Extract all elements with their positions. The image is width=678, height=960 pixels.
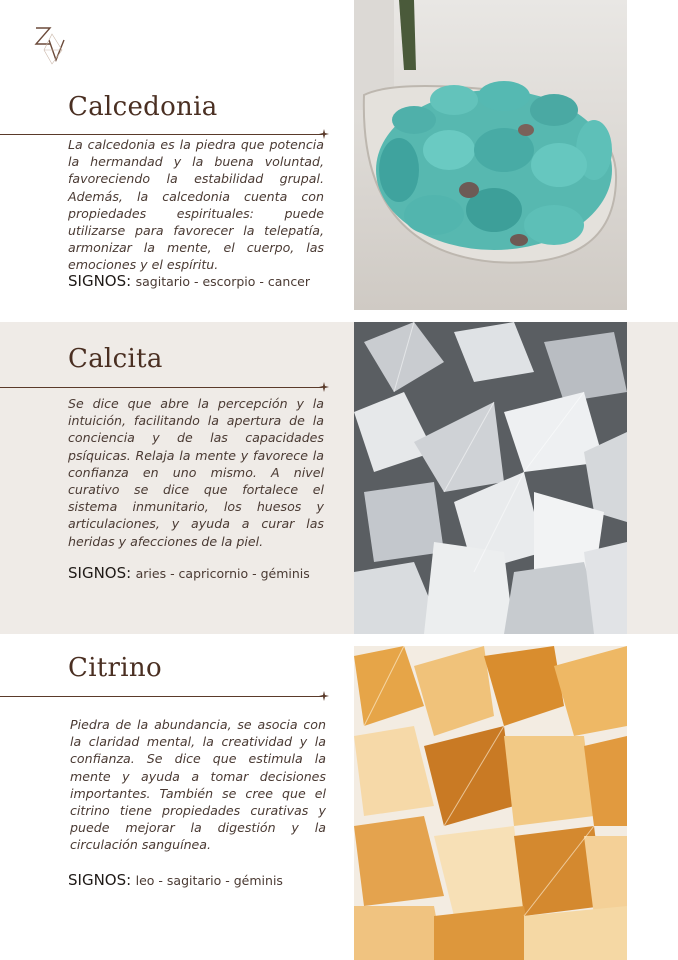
signs-value: aries - capricornio - géminis [135, 566, 310, 581]
stone-description-calcedonia: La calcedonia es la piedra que potencia la hermandad y la buena voluntad, favoreciendo la estabilidad grupal. Además, la calcedonia cuenta con propiedades espirituales: puede utilizarse para favorecer la telepatía, armonizar la mente, el cuerpo, las emociones y el espíritu. [68, 137, 324, 273]
divider-line [0, 696, 322, 697]
signs-label: SIGNOS: [68, 272, 132, 290]
stone-description-citrino: Piedra de la abundancia, se asocia con la claridad mental, la creatividad y la confianza. Se dice que estimula la mente y ayuda a tomar decisiones importantes. También se cree que el citrino tiene propiedades curativas y puede mejorar la digestión y la circulación sanguínea. [70, 717, 326, 853]
stone-title-calcedonia: Calcedonia [68, 92, 218, 122]
divider-line [0, 134, 322, 135]
signs-label: SIGNOS: [68, 871, 132, 889]
signs-row-calcita [68, 564, 310, 583]
signs-label: SIGNOS: [68, 564, 132, 582]
stone-title-citrino: Citrino [68, 653, 162, 683]
stone-title-calcita: Calcita [68, 344, 163, 374]
stone-description-calcita: Se dice que abre la percepción y la intuición, facilitando la apertura de la conciencia y de las capacidades psíquicas. Relaja la mente y favorece la confianza en uno mismo. A nivel curativo se dice que fortalece el sistema inmunitario, los huesos y articulaciones, y ayuda a curar las heridas y afecciones de la piel. [68, 396, 324, 549]
signs-row-citrino [68, 871, 283, 890]
signs-row-calcedonia [68, 272, 310, 291]
citrine-crystals-photo [354, 646, 627, 960]
divider-line [0, 387, 322, 388]
sparkle-icon [319, 382, 329, 392]
signs-value: leo - sagitario - géminis [135, 873, 283, 888]
blue-stones-photo [354, 0, 627, 310]
signs-value: sagitario - escorpio - cancer [135, 274, 311, 289]
sparkle-icon [319, 691, 329, 701]
clear-crystals-photo [354, 322, 627, 634]
zv-monogram-logo [32, 22, 68, 66]
